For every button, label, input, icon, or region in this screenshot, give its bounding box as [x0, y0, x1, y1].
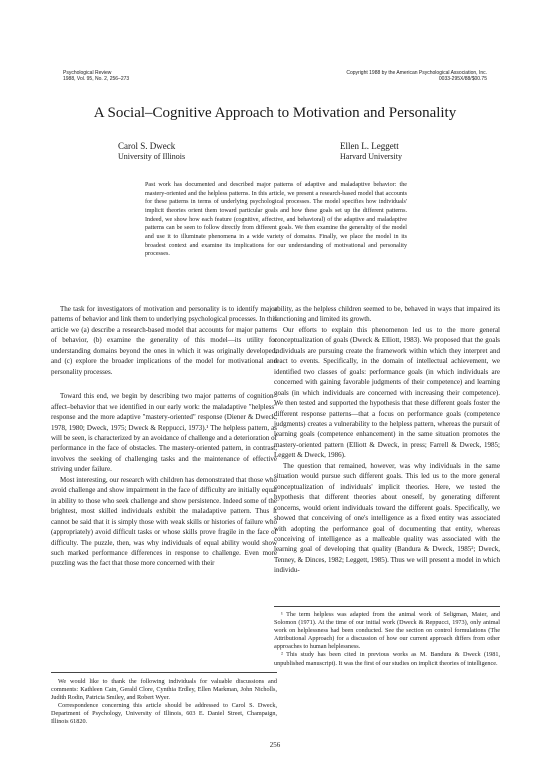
page-number: 256: [269, 741, 281, 749]
footnote-divider-right: [274, 606, 500, 607]
author-2-name: Ellen L. Leggett: [340, 141, 399, 151]
body-paragraph: Most interesting, our research with children has demonstrated that those who avoid challenge and show impairment in the face of difficulty are initially equal in ability to those who seek challenge and show persistence. Indeed some of the brightest, most skilled individuals exhibit the maladaptive pattern. Thus it cannot be said that it is simply those with weak skills or histories of failure who (appropriately) avoid difficult tasks or whose skills prove fragile in the face of difficulty. The puzzle, then, was why individuals of equal ability would show such marked performance differences in response to challenge. Even more puzzling was the fact that those more concerned with their: [51, 475, 277, 568]
journal-citation: 1988, Vol. 95, No. 2, 256–273: [63, 76, 130, 82]
body-paragraph: The question that remained, however, was why individuals in the same situation would pursue such different goals. This led us to the more general conceptualization of individuals' implicit theories. Here, we tested the hypothesis that different theories about oneself, by generating different concerns, would orient individuals toward the different goals. Specifically, we showed that conceiving of one's intelligence as a fixed entity was associated with adopting the performance goal of documenting that entity, whereas conceiving of intelligence as a malleable quality was associated with the learning goal of developing that quality (Bandura & Dweck, 1985²; Dweck, Tenney, & Dinces, 1982; Leggett, 1985). Thus we will present a model in which individu-: [274, 461, 500, 575]
author-2-affiliation: Harvard University: [340, 151, 402, 161]
footnote: ¹ The term helpless was adapted from the animal work of Seligman, Maier, and Solomon (1971). At the time of our initial work (Dweck & Reppucci, 1973), only animal work on helplessness had been conducted. See the section on control formulations (The Attributional Approach) for a discussion of how our current approach differs from other approaches to human helplessness.: [274, 611, 500, 651]
issn-line: 0033-295X/88/$00.75: [438, 76, 487, 82]
body-column-right: [274, 304, 500, 576]
author-1-name: Carol S. Dweck: [118, 141, 176, 151]
body-paragraph: ability, as the helpless children seemed to be, behaved in ways that impaired its functioning and limited its growth.: [274, 305, 500, 324]
copyright-line: Copyright 1988 by the American Psychological Association, Inc.: [346, 70, 487, 76]
article-title: A Social–Cognitive Approach to Motivation and Personality: [93, 105, 457, 121]
author-1: [118, 141, 185, 162]
footnotes-left: [51, 678, 277, 727]
footnote: ² This study has been cited in previous works as M. Bandura & Dweck (1981, unpublished manuscript). It was the first of our studies on implicit theories of intelligence.: [274, 651, 500, 667]
journal-name: Psychological Review: [63, 70, 112, 76]
body-paragraph: The task for investigators of motivation and personality is to identify major patterns of behavior and link them to underlying psychological processes. In this article we (a) describe a research-based model that accounts for major patterns of behavior, (b) examine the generality of this model—its utility for understanding domains beyond the ones in which it was originally developed, and (c) explore the broader implications of the model for motivational and personality processes.: [51, 305, 277, 376]
footnote-divider-left: [51, 672, 277, 673]
author-2: [340, 141, 402, 162]
journal-header-right: [346, 70, 487, 82]
journal-header-left: [63, 70, 129, 82]
author-1-affiliation: University of Illinois: [118, 151, 186, 161]
body-column-left: [51, 304, 277, 569]
acknowledgment-note: We would like to thank the following individuals for valuable discussions and comments: Kathleen Cain, Gerald Clore, Cynthia Erdley, Ellen Markman, John Nicholls, Judith Rodin, Patricia Smiley, and Robert Wyer.: [51, 678, 277, 702]
footnotes-right: [274, 611, 500, 668]
body-paragraph: Our efforts to explain this phenomenon led us to the more general conceptualization of goals (Dweck & Elliott, 1983). We proposed that the goals individuals are pursuing create the framework within which they interpret and react to events. Specifically, in the domain of intellectual achievement, we identified two classes of goals: performance goals (in which individuals are concerned with gaining favorable judgments of their competence) and learning goals (in which individuals are concerned with increasing their competence). We then tested and supported the hypothesis that these different goals foster the different response patterns—that a focus on performance goals (competence judgments) creates a vulnerability to the helpless pattern, whereas the pursuit of learning goals (competence enhancement) in the same situation promotes the mastery-oriented pattern (Elliott & Dweck, in press; Farrell & Dweck, 1985; Leggett & Dweck, 1986).: [274, 325, 500, 460]
abstract: Past work has documented and described major patterns of adaptive and maladaptive behavior: the mastery-oriented and the helpless patterns. In this article, we present a research-based model that accounts for these patterns in terms of underlying psychological processes. The model specifies how individuals' implicit theories orient them toward particular goals and how these goals set up the different patterns. Indeed, we show how each feature (cognitive, affective, and behavioral) of the adaptive and maladaptive patterns can be seen to follow directly from different goals. We then examine the generality of the model and use it to illuminate phenomena in a wide variety of domains. Finally, we place the model in its broadest context and examine its implications for our understanding of motivational and personality processes.: [145, 182, 407, 258]
correspondence-note: Correspondence concerning this article should be addressed to Carol S. Dweck, Department of Psychology, University of Illinois, 603 E. Daniel Street, Champaign, Illinois 61820.: [51, 702, 277, 726]
body-paragraph: Toward this end, we begin by describing two major patterns of cognition–affect–behavior that we identified in our early work: the maladaptive "helpless" response and the more adaptive "mastery-oriented" response (Diener & Dweck, 1978, 1980; Dweck, 1975; Dweck & Reppucci, 1973).¹ The helpless pattern, as will be seen, is characterized by an avoidance of challenge and a deterioration of performance in the face of obstacles. The mastery-oriented pattern, in contrast, involves the seeking of challenging tasks and the maintenance of effective striving under failure.: [51, 392, 277, 474]
